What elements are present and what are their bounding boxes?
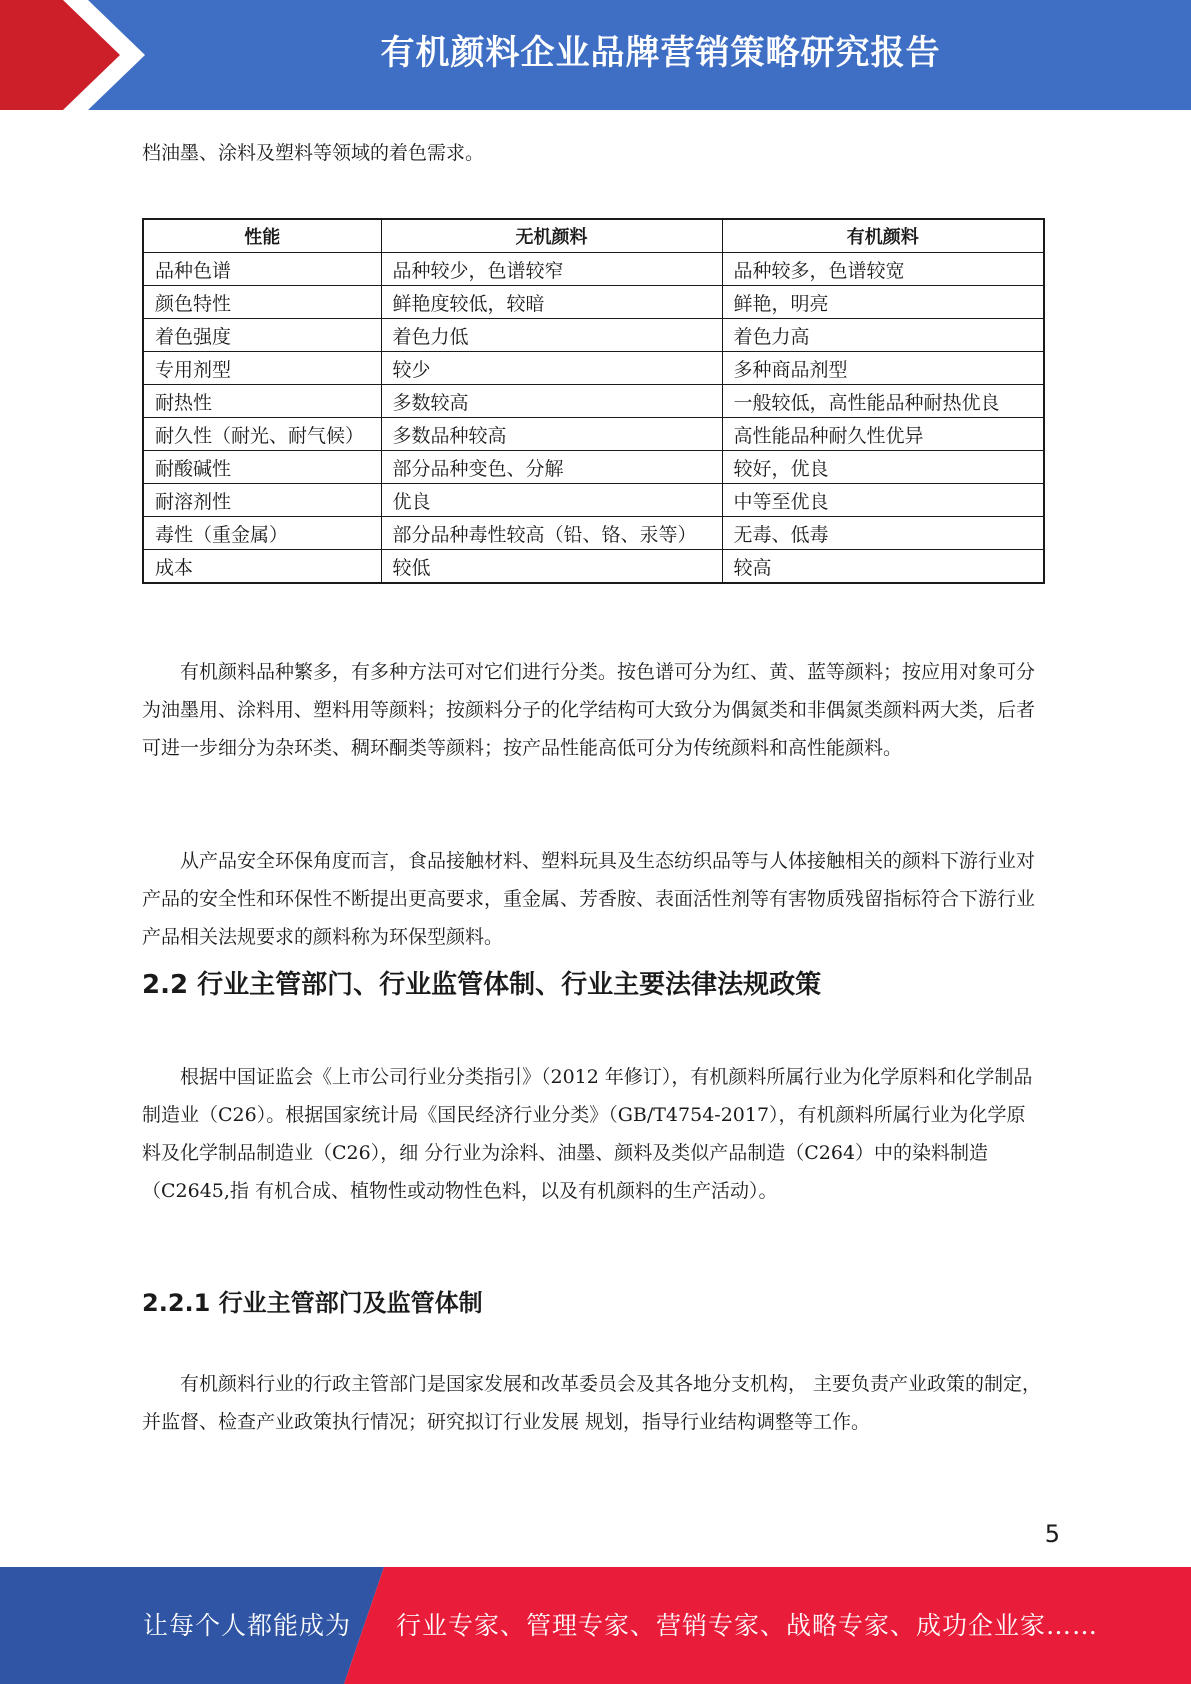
subsection-heading: 2.2.1 行业主管部门及监管体制 <box>142 1289 483 1317</box>
page-footer <box>0 1567 1191 1684</box>
classification-paragraph: 有机颜料品种繁多，有多种方法可对它们进行分类。按色谱可分为红、黄、蓝等颜料；按应用对象可分为油墨用、涂料用、塑料用等颜料；按颜料分子的化学结构可大致分为偶氮类和非偶氮类颜料两大类，后者可进一步细分为杂环类、稠环酮类等颜料；按产品性能高低可分为传统颜料和高性能颜料。 <box>142 661 1036 759</box>
table-cell: 耐酸碱性 <box>143 451 381 484</box>
table-cell: 较低 <box>381 550 722 584</box>
table-row <box>143 385 1044 418</box>
table-row <box>143 451 1044 484</box>
footer-slogan-left: 让每个人都能成为 <box>143 1611 352 1640</box>
table-row <box>143 286 1044 319</box>
table-header-row <box>143 219 1044 253</box>
table-cell: 高性能品种耐久性优异 <box>722 418 1044 451</box>
table-cell: 耐溶剂性 <box>143 484 381 517</box>
section-heading: 2.2 行业主管部门、行业监管体制、行业主要法律法规政策 <box>142 970 822 1000</box>
industry-classification-paragraph: 根据中国证监会《上市公司行业分类指引》（2012 年修订），有机颜料所属行业为化学原料和化学制品制造业（C26）。根据国家统计局《国民经济行业分类》（GB/T4754-2017），有机颜料所属行业为化学原料及化学制品制造业（C26），细 分行业为涂料、油墨、颜料及类似产品制造（C264）中的染料制造（C2645,指 有机合成、植物性或动物性色料，以及有机颜料的生产活动）。 <box>142 1066 1033 1202</box>
table-cell: 多种商品剂型 <box>722 352 1044 385</box>
table-row <box>143 418 1044 451</box>
table-cell: 多数品种较高 <box>381 418 722 451</box>
page-header <box>0 0 1191 110</box>
table-row <box>143 550 1044 584</box>
table-cell: 着色力低 <box>381 319 722 352</box>
table-cell: 中等至优良 <box>722 484 1044 517</box>
table-cell: 鲜艳度较低，较暗 <box>381 286 722 319</box>
pigment-comparison-table <box>142 218 1045 584</box>
table-cell: 无毒、低毒 <box>722 517 1044 550</box>
table-cell: 品种较少，色谱较窄 <box>381 253 722 286</box>
table-cell: 较高 <box>722 550 1044 584</box>
table-cell: 多数较高 <box>381 385 722 418</box>
header-cell: 性能 <box>143 219 381 253</box>
table-cell: 部分品种毒性较高（铅、铬、汞等） <box>381 517 722 550</box>
table-row <box>143 517 1044 550</box>
table-cell: 着色强度 <box>143 319 381 352</box>
table-cell: 品种色谱 <box>143 253 381 286</box>
table-cell: 专用剂型 <box>143 352 381 385</box>
header-cell: 有机颜料 <box>722 219 1044 253</box>
table-cell: 鲜艳，明亮 <box>722 286 1044 319</box>
table-cell: 优良 <box>381 484 722 517</box>
header-cell: 无机颜料 <box>381 219 722 253</box>
table-cell: 部分品种变色、分解 <box>381 451 722 484</box>
table-cell: 较少 <box>381 352 722 385</box>
regulator-paragraph: 有机颜料行业的行政主管部门是国家发展和改革委员会及其各地分支机构， 主要负责产业政策的制定，并监督、检查产业政策执行情况；研究拟订行业发展 规划，指导行业结构调整等工作。 <box>142 1373 1042 1433</box>
table-row <box>143 352 1044 385</box>
table-cell: 品种较多，色谱较宽 <box>722 253 1044 286</box>
report-title: 有机颜料企业品牌营销策略研究报告 <box>380 33 941 73</box>
table-cell: 耐热性 <box>143 385 381 418</box>
header-chevron-graphic <box>0 0 160 110</box>
table-cell: 一般较低，高性能品种耐热优良 <box>722 385 1044 418</box>
table-row <box>143 484 1044 517</box>
table-cell: 毒性（重金属） <box>143 517 381 550</box>
table-cell: 颜色特性 <box>143 286 381 319</box>
page-number: 5 <box>1044 1520 1060 1548</box>
table-row <box>143 319 1044 352</box>
table-cell: 较好，优良 <box>722 451 1044 484</box>
table-cell: 耐久性（耐光、耐气候） <box>143 418 381 451</box>
intro-text: 档油墨、涂料及塑料等领域的着色需求。 <box>142 142 485 164</box>
environmental-paragraph: 从产品安全环保角度而言，食品接触材料、塑料玩具及生态纺织品等与人体接触相关的颜料下游行业对产品的安全性和环保性不断提出更高要求，重金属、芳香胺、表面活性剂等有害物质残留指标符合下游行业产品相关法规要求的颜料称为环保型颜料。 <box>142 850 1036 948</box>
table-row <box>143 253 1044 286</box>
footer-slogan-right: 行业专家、管理专家、营销专家、战略专家、成功企业家…… <box>396 1611 1099 1640</box>
table-cell: 着色力高 <box>722 319 1044 352</box>
table-cell: 成本 <box>143 550 381 584</box>
